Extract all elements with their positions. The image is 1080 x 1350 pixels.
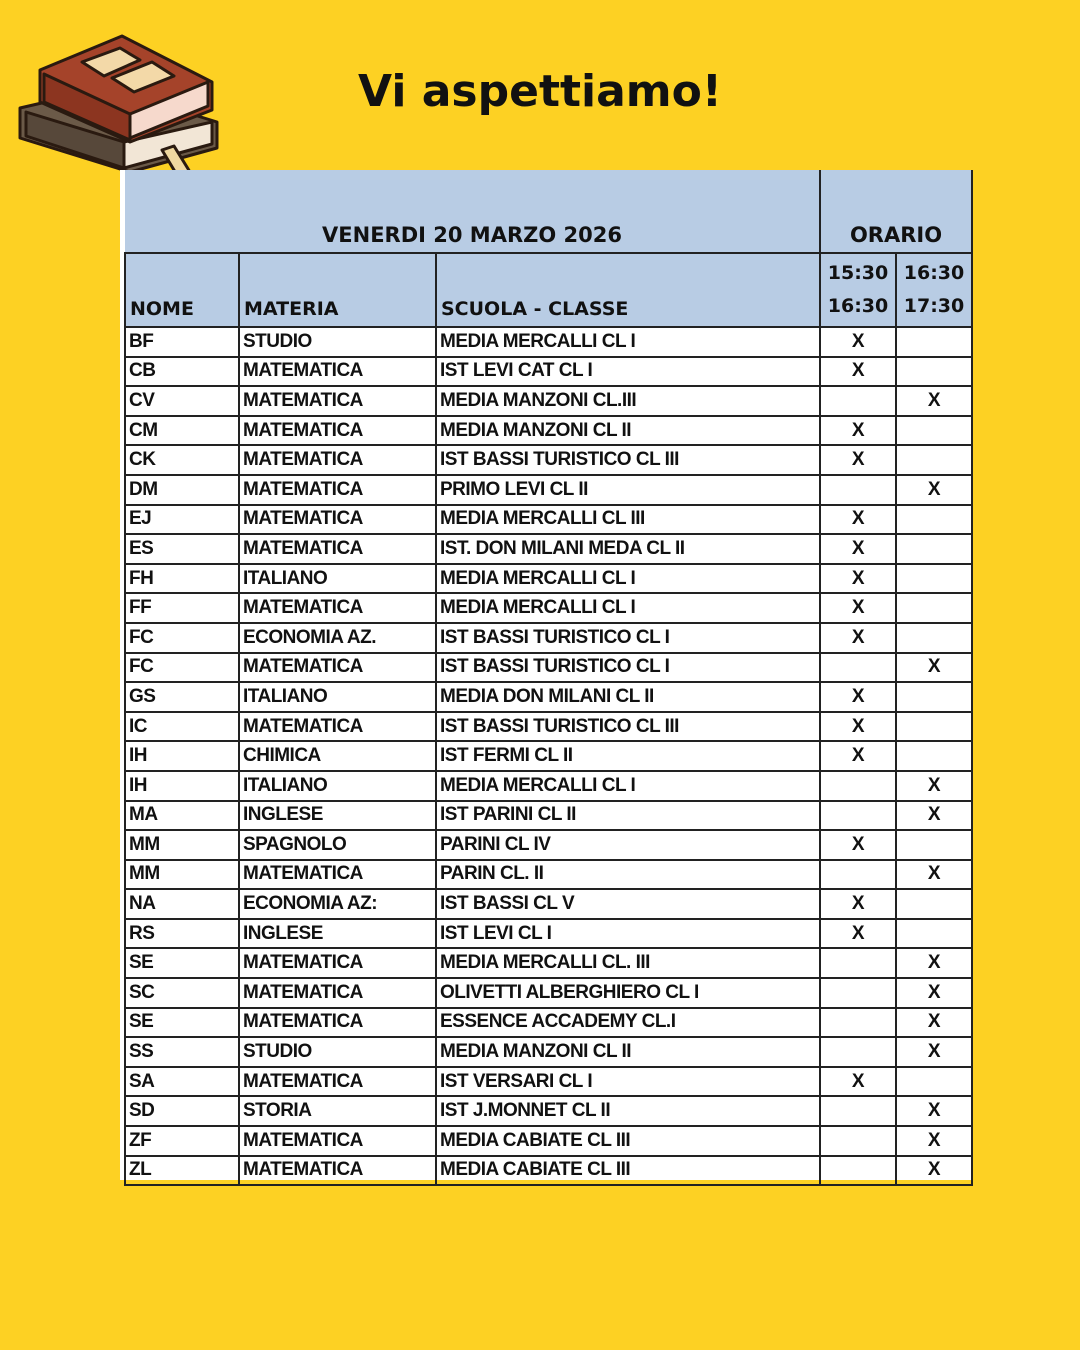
cell-slot-1 — [820, 475, 896, 505]
cell-slot-1: X — [820, 712, 896, 742]
cell-slot-1 — [820, 948, 896, 978]
table-row — [125, 889, 972, 919]
cell-slot-1 — [820, 1037, 896, 1067]
table-row — [125, 978, 972, 1008]
cell-slot-2 — [896, 682, 972, 712]
cell-materia: STUDIO — [239, 1037, 436, 1067]
cell-scuola: ESSENCE ACCADEMY CL.I — [436, 1008, 820, 1038]
table-row — [125, 475, 972, 505]
cell-nome: MM — [125, 830, 239, 860]
cell-scuola: MEDIA CABIATE CL III — [436, 1156, 820, 1186]
cell-slot-2 — [896, 357, 972, 387]
cell-scuola: MEDIA MERCALLI CL I — [436, 771, 820, 801]
cell-nome: NA — [125, 889, 239, 919]
cell-scuola: IST LEVI CAT CL I — [436, 357, 820, 387]
cell-scuola: MEDIA MANZONI CL II — [436, 1037, 820, 1067]
cell-materia: STORIA — [239, 1096, 436, 1126]
column-header-scuola: SCUOLA - CLASSE — [436, 253, 820, 327]
cell-nome: IH — [125, 771, 239, 801]
cell-nome: SE — [125, 948, 239, 978]
cell-slot-1 — [820, 771, 896, 801]
cell-scuola: MEDIA MERCALLI CL I — [436, 593, 820, 623]
cell-materia: INGLESE — [239, 801, 436, 831]
cell-nome: CM — [125, 416, 239, 446]
cell-slot-1 — [820, 1096, 896, 1126]
cell-slot-2 — [896, 889, 972, 919]
cell-slot-1: X — [820, 741, 896, 771]
cell-materia: MATEMATICA — [239, 1008, 436, 1038]
table-row — [125, 327, 972, 357]
cell-slot-1 — [820, 653, 896, 683]
cell-slot-2 — [896, 534, 972, 564]
cell-scuola: IST BASSI CL V — [436, 889, 820, 919]
table-row — [125, 1008, 972, 1038]
orario-header: ORARIO — [820, 170, 972, 253]
table-row — [125, 919, 972, 949]
cell-scuola: MEDIA MERCALLI CL I — [436, 327, 820, 357]
cell-slot-1: X — [820, 505, 896, 535]
cell-slot-1: X — [820, 682, 896, 712]
cell-scuola: MEDIA MANZONI CL.III — [436, 386, 820, 416]
cell-materia: MATEMATICA — [239, 948, 436, 978]
cell-nome: CB — [125, 357, 239, 387]
cell-scuola: IST LEVI CL I — [436, 919, 820, 949]
cell-materia: MATEMATICA — [239, 860, 436, 890]
table-row — [125, 682, 972, 712]
cell-scuola: MEDIA MERCALLI CL I — [436, 564, 820, 594]
cell-slot-2: X — [896, 1156, 972, 1186]
cell-slot-2 — [896, 830, 972, 860]
cell-slot-2 — [896, 623, 972, 653]
date-title: VENERDI 20 MARZO 2026 — [125, 170, 820, 253]
cell-materia: MATEMATICA — [239, 416, 436, 446]
cell-nome: SE — [125, 1008, 239, 1038]
cell-materia: MATEMATICA — [239, 534, 436, 564]
cell-materia: MATEMATICA — [239, 1156, 436, 1186]
cell-scuola: OLIVETTI ALBERGHIERO CL I — [436, 978, 820, 1008]
cell-slot-1: X — [820, 919, 896, 949]
cell-slot-2: X — [896, 1126, 972, 1156]
table-row — [125, 564, 972, 594]
table-row — [125, 593, 972, 623]
cell-nome: FF — [125, 593, 239, 623]
column-header-slot-1 — [820, 253, 896, 327]
cell-materia: MATEMATICA — [239, 712, 436, 742]
cell-scuola: IST BASSI TURISTICO CL III — [436, 712, 820, 742]
cell-materia: MATEMATICA — [239, 1067, 436, 1097]
cell-slot-2: X — [896, 1037, 972, 1067]
cell-materia: STUDIO — [239, 327, 436, 357]
schedule-table — [124, 170, 973, 1186]
cell-scuola: MEDIA CABIATE CL III — [436, 1126, 820, 1156]
cell-nome: GS — [125, 682, 239, 712]
cell-nome: MM — [125, 860, 239, 890]
cell-nome: FH — [125, 564, 239, 594]
cell-slot-2 — [896, 919, 972, 949]
cell-slot-2 — [896, 327, 972, 357]
cell-slot-1: X — [820, 564, 896, 594]
cell-materia: ITALIANO — [239, 771, 436, 801]
cell-nome: IC — [125, 712, 239, 742]
cell-slot-2: X — [896, 948, 972, 978]
cell-nome: EJ — [125, 505, 239, 535]
cell-nome: CK — [125, 445, 239, 475]
cell-slot-1: X — [820, 623, 896, 653]
cell-slot-2: X — [896, 386, 972, 416]
cell-nome: BF — [125, 327, 239, 357]
cell-slot-1 — [820, 801, 896, 831]
cell-materia: MATEMATICA — [239, 978, 436, 1008]
cell-slot-2: X — [896, 1096, 972, 1126]
table-row — [125, 1156, 972, 1186]
cell-slot-1: X — [820, 327, 896, 357]
cell-materia: MATEMATICA — [239, 475, 436, 505]
cell-nome: FC — [125, 653, 239, 683]
cell-slot-1: X — [820, 445, 896, 475]
cell-nome: CV — [125, 386, 239, 416]
table-row — [125, 771, 972, 801]
cell-materia: MATEMATICA — [239, 357, 436, 387]
cell-materia: MATEMATICA — [239, 593, 436, 623]
table-row — [125, 505, 972, 535]
cell-slot-2: X — [896, 860, 972, 890]
cell-nome: IH — [125, 741, 239, 771]
cell-nome: MA — [125, 801, 239, 831]
cell-slot-2: X — [896, 771, 972, 801]
cell-scuola: MEDIA MERCALLI CL. III — [436, 948, 820, 978]
cell-materia: ECONOMIA AZ: — [239, 889, 436, 919]
table-row — [125, 801, 972, 831]
cell-materia: CHIMICA — [239, 741, 436, 771]
cell-slot-2 — [896, 741, 972, 771]
slot-1-start: 15:30 — [827, 262, 889, 284]
cell-slot-1: X — [820, 1067, 896, 1097]
cell-slot-2 — [896, 505, 972, 535]
cell-materia: MATEMATICA — [239, 1126, 436, 1156]
table-row — [125, 445, 972, 475]
cell-scuola: IST VERSARI CL I — [436, 1067, 820, 1097]
cell-nome: DM — [125, 475, 239, 505]
cell-scuola: IST FERMI CL II — [436, 741, 820, 771]
cell-slot-2 — [896, 564, 972, 594]
cell-scuola: MEDIA MANZONI CL II — [436, 416, 820, 446]
table-row — [125, 1067, 972, 1097]
cell-scuola: PARIN CL. II — [436, 860, 820, 890]
cell-slot-2 — [896, 712, 972, 742]
table-row — [125, 357, 972, 387]
cell-materia: SPAGNOLO — [239, 830, 436, 860]
cell-nome: SC — [125, 978, 239, 1008]
schedule-table-container — [120, 170, 972, 1180]
cell-scuola: IST BASSI TURISTICO CL I — [436, 653, 820, 683]
cell-slot-1: X — [820, 534, 896, 564]
cell-slot-1 — [820, 978, 896, 1008]
cell-scuola: IST BASSI TURISTICO CL I — [436, 623, 820, 653]
cell-slot-2: X — [896, 801, 972, 831]
cell-materia: ITALIANO — [239, 564, 436, 594]
table-row — [125, 623, 972, 653]
table-row — [125, 1126, 972, 1156]
table-row — [125, 860, 972, 890]
cell-slot-2 — [896, 445, 972, 475]
cell-slot-1: X — [820, 593, 896, 623]
cell-nome: SA — [125, 1067, 239, 1097]
table-row — [125, 1096, 972, 1126]
cell-nome: SS — [125, 1037, 239, 1067]
cell-scuola: PARINI CL IV — [436, 830, 820, 860]
cell-materia: MATEMATICA — [239, 505, 436, 535]
cell-nome: ES — [125, 534, 239, 564]
cell-scuola: MEDIA DON MILANI CL II — [436, 682, 820, 712]
cell-slot-2: X — [896, 475, 972, 505]
cell-slot-2 — [896, 593, 972, 623]
cell-slot-1: X — [820, 416, 896, 446]
cell-slot-2 — [896, 416, 972, 446]
cell-materia: MATEMATICA — [239, 445, 436, 475]
cell-nome: RS — [125, 919, 239, 949]
cell-scuola: IST J.MONNET CL II — [436, 1096, 820, 1126]
cell-materia: ECONOMIA AZ. — [239, 623, 436, 653]
cell-scuola: IST PARINI CL II — [436, 801, 820, 831]
slot-1-end: 16:30 — [827, 295, 889, 317]
cell-slot-1 — [820, 1126, 896, 1156]
schedule-body — [125, 327, 972, 1185]
cell-scuola: PRIMO LEVI CL II — [436, 475, 820, 505]
cell-materia: MATEMATICA — [239, 653, 436, 683]
slot-2-end: 17:30 — [903, 295, 965, 317]
cell-slot-2: X — [896, 653, 972, 683]
table-row — [125, 948, 972, 978]
table-row — [125, 386, 972, 416]
cell-scuola: IST. DON MILANI MEDA CL II — [436, 534, 820, 564]
cell-nome: ZL — [125, 1156, 239, 1186]
column-header-nome: NOME — [125, 253, 239, 327]
cell-slot-1: X — [820, 830, 896, 860]
cell-nome: SD — [125, 1096, 239, 1126]
column-header-slot-2 — [896, 253, 972, 327]
page-title: Vi aspettiamo! — [358, 66, 722, 117]
cell-slot-2 — [896, 1067, 972, 1097]
cell-scuola: MEDIA MERCALLI CL III — [436, 505, 820, 535]
table-row — [125, 712, 972, 742]
slot-2-start: 16:30 — [903, 262, 965, 284]
table-row — [125, 830, 972, 860]
table-row — [125, 1037, 972, 1067]
cell-slot-2: X — [896, 978, 972, 1008]
cell-slot-1 — [820, 386, 896, 416]
table-row — [125, 653, 972, 683]
cell-slot-1 — [820, 1008, 896, 1038]
table-row — [125, 416, 972, 446]
cell-slot-1 — [820, 1156, 896, 1186]
cell-slot-1: X — [820, 357, 896, 387]
cell-slot-2: X — [896, 1008, 972, 1038]
cell-nome: ZF — [125, 1126, 239, 1156]
cell-materia: ITALIANO — [239, 682, 436, 712]
cell-materia: INGLESE — [239, 919, 436, 949]
cell-nome: FC — [125, 623, 239, 653]
cell-slot-1 — [820, 860, 896, 890]
table-row — [125, 534, 972, 564]
cell-materia: MATEMATICA — [239, 386, 436, 416]
cell-slot-1: X — [820, 889, 896, 919]
column-header-materia: MATERIA — [239, 253, 436, 327]
cell-scuola: IST BASSI TURISTICO CL III — [436, 445, 820, 475]
table-row — [125, 741, 972, 771]
